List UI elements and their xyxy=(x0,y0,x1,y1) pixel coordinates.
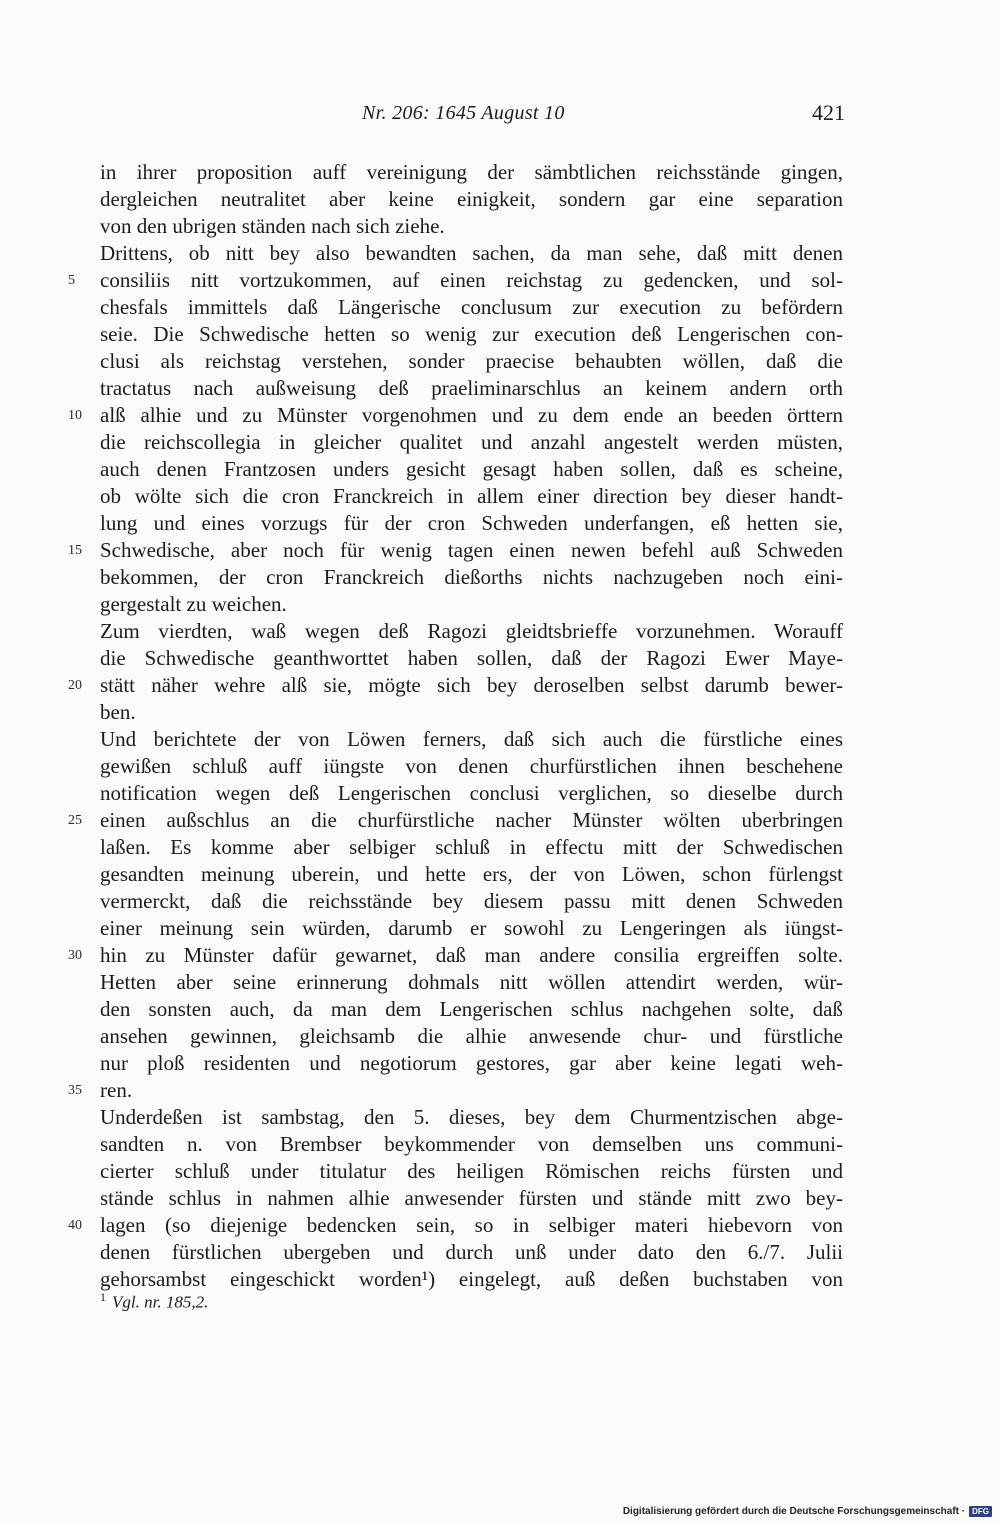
line-number: 30 xyxy=(68,948,82,963)
main-text xyxy=(68,159,843,1293)
line-text: von den ubrigen ständen nach sich ziehe. xyxy=(100,214,445,238)
text-line xyxy=(68,267,843,294)
text-line xyxy=(100,753,843,780)
text-line xyxy=(100,645,843,672)
line-number: 20 xyxy=(68,678,82,693)
text-line xyxy=(100,861,843,888)
line-text: auch denen Frantzosen unders gesicht gesagt haben sollen, daß es scheine, xyxy=(100,457,843,481)
text-line xyxy=(100,1266,843,1293)
text-line xyxy=(100,1104,843,1131)
line-text: seie. Die Schwedische hetten so wenig zur execution deß Lengerischen con- xyxy=(100,322,843,346)
line-text: denen fürstlichen ubergeben und durch unß under dato den 6./7. Julii xyxy=(100,1240,843,1264)
line-text: Zum vierdten, waß wegen deß Ragozi gleidtsbrieffe vorzunehmen. Worauff xyxy=(100,619,843,643)
credit-text: Digitalisierung gefördert durch die Deutsche Forschungsgemeinschaft · xyxy=(622,1506,966,1517)
text-line xyxy=(100,1158,843,1185)
line-text: clusi als reichstag verstehen, sonder praecise behaubten wöllen, daß die xyxy=(100,349,843,373)
line-text: ansehen gewinnen, gleichsamb die alhie anwesende chur- und fürstliche xyxy=(100,1024,843,1048)
text-line xyxy=(100,699,843,726)
line-text: hin zu Münster dafür gewarnet, daß man andere consilia ergreiffen solte. xyxy=(100,943,843,967)
line-text: den sonsten auch, da man dem Lengerischen schlus nachgehen solte, daß xyxy=(100,997,843,1021)
line-number: 40 xyxy=(68,1218,82,1233)
line-text: ben. xyxy=(100,700,136,724)
text-line xyxy=(100,1023,843,1050)
text-line xyxy=(100,1185,843,1212)
line-number: 5 xyxy=(68,273,75,288)
text-line xyxy=(100,780,843,807)
text-line xyxy=(100,1050,843,1077)
line-text: notification wegen deß Lengerischen conclusi verglichen, so dieselbe durch xyxy=(100,781,843,805)
text-line xyxy=(100,618,843,645)
line-number: 25 xyxy=(68,813,82,828)
text-line xyxy=(100,510,843,537)
text-line xyxy=(68,942,843,969)
text-line xyxy=(68,537,843,564)
line-text: ob wölte sich die cron Franckreich in allem einer direction bey dieser handt- xyxy=(100,484,843,508)
text-line xyxy=(100,564,843,591)
text-line xyxy=(100,159,843,186)
text-line xyxy=(100,240,843,267)
line-text: gesandten meinung uberein, und hette ers, der von Löwen, schon fürlengst xyxy=(100,862,843,886)
text-line xyxy=(68,1077,843,1104)
line-text: einer meinung sein würden, darumb er sowohl zu Lengeringen als iüngst- xyxy=(100,916,843,940)
line-text: chesfals immittels daß Längerische conclusum zur execution zu befördern xyxy=(100,295,843,319)
text-line xyxy=(100,213,843,240)
text-line xyxy=(100,591,843,618)
line-text: gehorsambst eingeschickt worden¹) eingelegt, auß deßen buchstaben von xyxy=(100,1267,843,1291)
line-text: gewißen schluß auff iüngste von denen churfürstlichen ihnen beschehene xyxy=(100,754,843,778)
text-line xyxy=(100,294,843,321)
text-line xyxy=(68,807,843,834)
text-line xyxy=(100,726,843,753)
page-number: 421 xyxy=(812,100,845,125)
running-header xyxy=(100,100,845,134)
footnote xyxy=(100,1290,208,1313)
text-line xyxy=(100,996,843,1023)
line-text: Hetten aber seine erinnerung dohmals nitt wöllen attendirt werden, wür- xyxy=(100,970,843,994)
text-line xyxy=(100,348,843,375)
line-text: dergleichen neutralitet aber keine einigkeit, sondern gar eine separation xyxy=(100,187,843,211)
text-line xyxy=(100,186,843,213)
line-text: bekommen, der cron Franckreich dießorths nichts nachzugeben noch eini- xyxy=(100,565,843,589)
text-line xyxy=(100,456,843,483)
text-line xyxy=(68,1212,843,1239)
line-number: 15 xyxy=(68,543,82,558)
footnote-mark: 1 xyxy=(100,1290,106,1304)
line-text: vermerckt, daß die reichsstände bey diesem passu mitt denen Schweden xyxy=(100,889,843,913)
footnote-text: Vgl. nr. 185,2. xyxy=(112,1292,209,1312)
line-text: stätt näher wehre alß sie, mögte sich bey deroselben selbst darumb bewer- xyxy=(100,673,843,697)
text-line xyxy=(100,915,843,942)
line-text: Schwedische, aber noch für wenig tagen einen newen befehl auß Schweden xyxy=(100,538,843,562)
line-text: consiliis nitt vortzukommen, auf einen reichstag zu gedencken, und sol- xyxy=(100,268,843,292)
dfg-logo: DFG xyxy=(969,1506,992,1517)
text-line xyxy=(100,969,843,996)
text-line xyxy=(100,375,843,402)
line-number: 35 xyxy=(68,1083,82,1098)
line-text: Underdeßen ist sambstag, den 5. dieses, bey dem Churmentzischen abge- xyxy=(100,1105,843,1129)
line-text: gergestalt zu weichen. xyxy=(100,592,287,616)
line-text: Und berichtete der von Löwen ferners, daß sich auch die fürstliche eines xyxy=(100,727,843,751)
line-text: stände schlus in nahmen alhie anwesender fürsten und stände mitt zwo bey- xyxy=(100,1186,843,1210)
text-line xyxy=(100,429,843,456)
line-number: 10 xyxy=(68,408,82,423)
line-text: in ihrer proposition auff vereinigung der sämbtlichen reichsstände gingen, xyxy=(100,160,843,184)
text-line xyxy=(100,834,843,861)
text-line xyxy=(100,1131,843,1158)
text-line xyxy=(68,672,843,699)
line-text: einen außschlus an die churfürstliche nacher Münster wölten uberbringen xyxy=(100,808,843,832)
line-text: lagen (so diejenige bedencken sein, so in selbiger materi hiebevorn von xyxy=(100,1213,843,1237)
line-text: Drittens, ob nitt bey also bewandten sachen, da man sehe, daß mitt denen xyxy=(100,241,843,265)
text-line xyxy=(100,888,843,915)
line-text: die reichscollegia in gleicher qualitet und anzahl angestelt werden müsten, xyxy=(100,430,843,454)
line-text: lung und eines vorzugs für der cron Schweden underfangen, eß hetten sie, xyxy=(100,511,843,535)
line-text: sandten n. von Brembser beykommender von demselben uns communi- xyxy=(100,1132,843,1156)
digitization-credit xyxy=(623,1506,992,1517)
line-text: alß alhie und zu Münster vorgenohmen und zu dem ende an beeden örttern xyxy=(100,403,843,427)
line-text: tractatus nach außweisung deß praeliminarschlus an keinem andern orth xyxy=(100,376,843,400)
header-title: Nr. 206: 1645 August 10 xyxy=(362,102,565,124)
text-line xyxy=(100,1239,843,1266)
text-line xyxy=(100,483,843,510)
text-line xyxy=(68,402,843,429)
line-text: nur ploß residenten und negotiorum gestores, gar aber keine legati weh- xyxy=(100,1051,843,1075)
line-text: die Schwedische geanthworttet haben sollen, daß der Ragozi Ewer Maye- xyxy=(100,646,843,670)
line-text: cierter schluß under titulatur des heiligen Römischen reichs fürsten und xyxy=(100,1159,843,1183)
text-line xyxy=(100,321,843,348)
line-text: ren. xyxy=(100,1078,133,1102)
line-text: laßen. Es komme aber selbiger schluß in effectu mitt der Schwedischen xyxy=(100,835,843,859)
